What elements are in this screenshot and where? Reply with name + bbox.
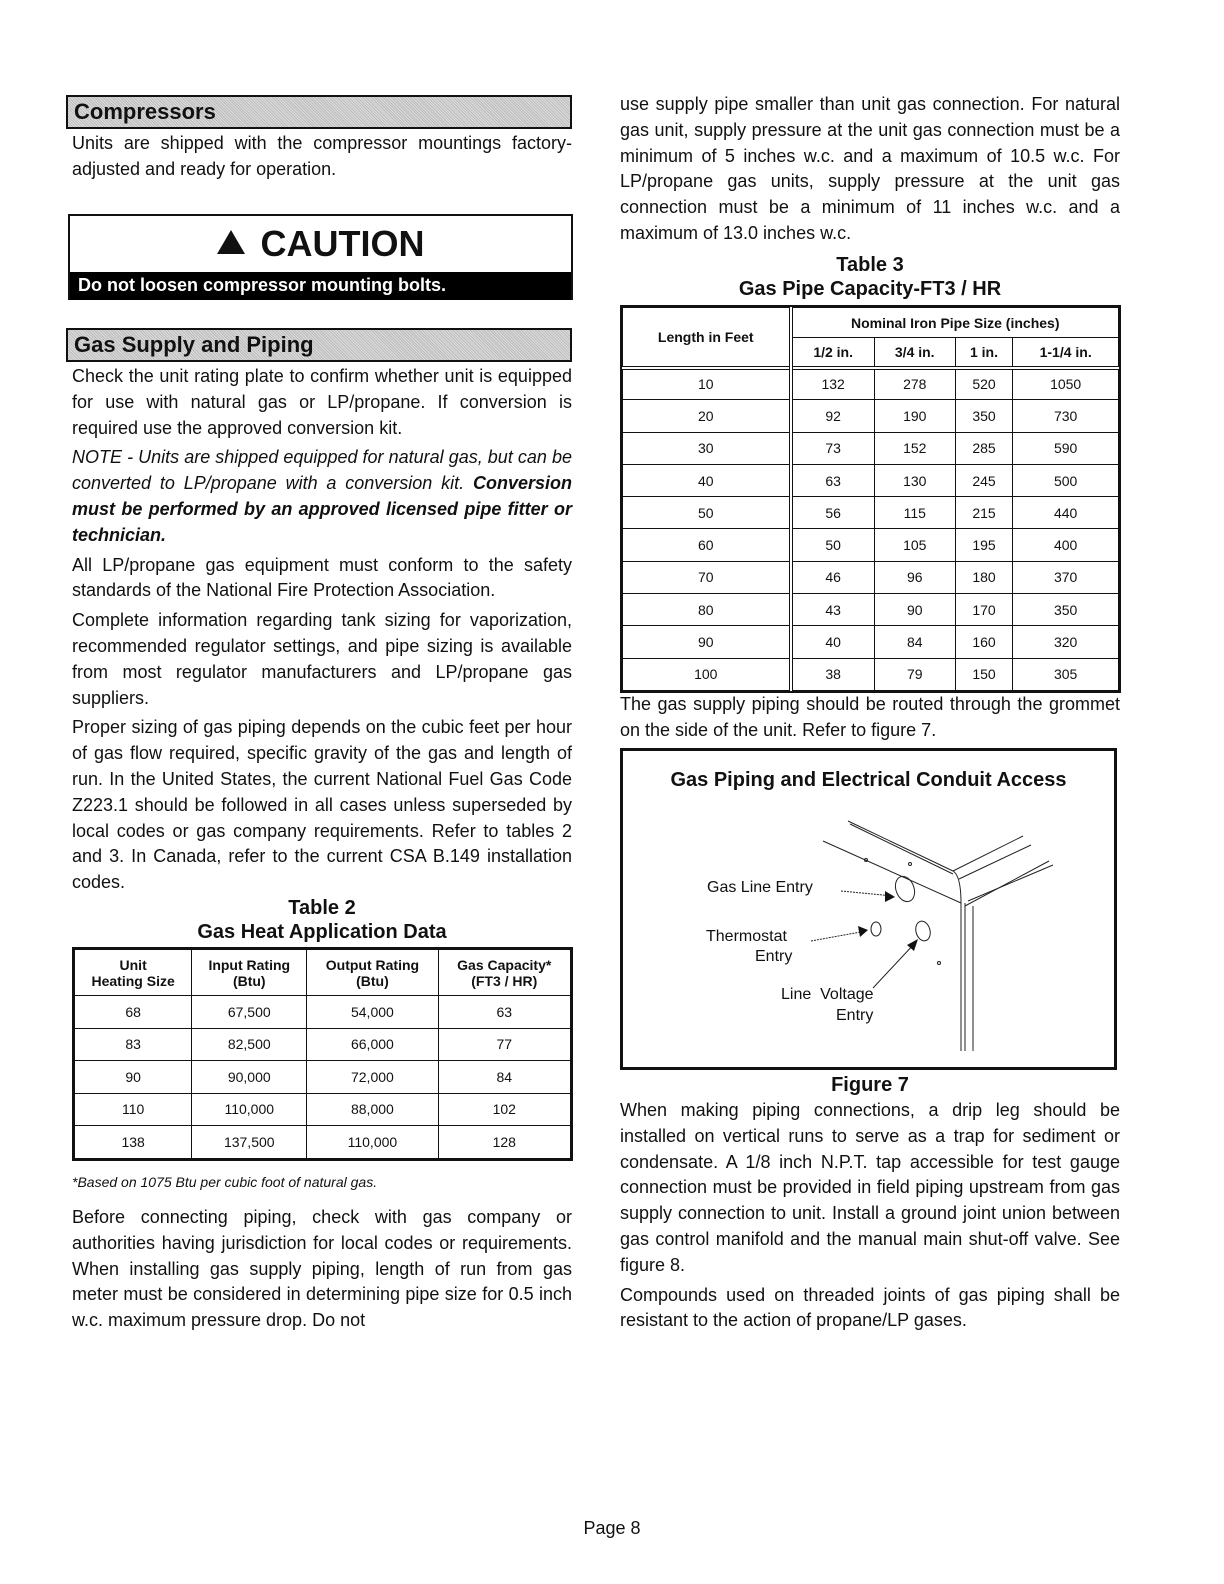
- paragraph: Compounds used on threaded joints of gas piping shall be resistant to the action of propane/LP gases.: [620, 1284, 1120, 1331]
- table-cell: 92: [791, 400, 875, 432]
- table-cell: 68: [75, 996, 192, 1029]
- table-cell: 150: [955, 658, 1013, 690]
- table-cell: 110: [75, 1093, 192, 1126]
- table-cell: 30: [623, 432, 791, 464]
- table-cell: 90: [623, 626, 791, 658]
- gas-supply-body: [72, 364, 572, 900]
- table-cell: 128: [438, 1126, 570, 1159]
- table-row: [75, 996, 571, 1029]
- table-cell: 46: [791, 561, 875, 593]
- paragraph: Check the unit rating plate to confirm whether unit is equipped for use with natural gas or LP/propane. If conversion is required use the approved conversion kit.: [72, 366, 572, 438]
- table-cell: 63: [791, 464, 875, 496]
- table-cell: 84: [438, 1061, 570, 1094]
- table-cell: 285: [955, 432, 1013, 464]
- table-cell: 190: [874, 400, 955, 432]
- column-header: Unit Heating Size: [75, 950, 192, 996]
- table3: [620, 305, 1121, 693]
- table-row: [623, 561, 1119, 593]
- caution-title: CAUTION: [260, 223, 425, 264]
- paragraph: use supply pipe smaller than unit gas connection. For natural gas unit, supply pressure at the unit gas connection must be a minimum of 5 inches w.c. and a maximum of 10.5 w.c. For LP/propane gas units, supply pressure at the unit gas connection must be a minimum of 11 inches w.c. and a maximum of 13.0 inches w.c.: [620, 94, 1120, 243]
- note: NOTE - Units are shipped equipped for natural gas, but can be converted to LP/propane with a conversion kit. Conversion must be performed by an approved licensed pipe fitter or technician.: [72, 447, 572, 545]
- table-cell: 350: [955, 400, 1013, 432]
- label-line-voltage-entry: Entry: [836, 1007, 874, 1024]
- table-cell: 500: [1013, 464, 1119, 496]
- figure-7: [620, 748, 1117, 1070]
- table-cell: 67,500: [192, 996, 307, 1029]
- table-cell: 590: [1013, 432, 1119, 464]
- table-cell: 138: [75, 1126, 192, 1159]
- table-cell: 82,500: [192, 1028, 307, 1061]
- section-heading-compressors: Compressors: [66, 95, 572, 129]
- warning-icon: [217, 230, 245, 254]
- table-cell: 245: [955, 464, 1013, 496]
- label-line-voltage: Line Voltage: [781, 986, 874, 1003]
- table-cell: 102: [438, 1093, 570, 1126]
- table-cell: 132: [791, 368, 875, 400]
- table-row: [623, 368, 1119, 400]
- column-header: Input Rating (Btu): [192, 950, 307, 996]
- paragraph: All LP/propane gas equipment must conform to the safety standards of the National Fire Protection Association.: [72, 554, 572, 601]
- label-thermostat-entry: Entry: [755, 948, 793, 965]
- table-cell: 66,000: [307, 1028, 438, 1061]
- paragraph: Complete information regarding tank sizing for vaporization, recommended regulator settings, and pipe sizing is available from most regulator manufacturers and LP/propane gas suppliers.: [72, 610, 572, 708]
- table-cell: 1050: [1013, 368, 1119, 400]
- right-body: [620, 1098, 1120, 1338]
- table-cell: 40: [623, 464, 791, 496]
- table-row: [623, 529, 1119, 561]
- table-cell: 50: [623, 497, 791, 529]
- page-number: Page 8: [583, 1518, 641, 1538]
- table-cell: 88,000: [307, 1093, 438, 1126]
- table-cell: 56: [791, 497, 875, 529]
- table-cell: 84: [874, 626, 955, 658]
- table-cell: 90: [874, 594, 955, 626]
- table-cell: 63: [438, 996, 570, 1029]
- table2-footnote: *Based on 1075 Btu per cubic foot of natural gas.: [72, 1174, 378, 1190]
- column-header: Output Rating (Btu): [307, 950, 438, 996]
- table-cell: 152: [874, 432, 955, 464]
- table-cell: 160: [955, 626, 1013, 658]
- table-cell: 54,000: [307, 996, 438, 1029]
- table2: [72, 947, 573, 1161]
- table2-caption: Table 2 Gas Heat Application Data: [197, 897, 447, 943]
- table-row: [623, 626, 1119, 658]
- column-header: 1/2 in.: [791, 338, 875, 368]
- caution-box: [68, 214, 573, 300]
- column-group-header: Nominal Iron Pipe Size (inches): [791, 308, 1119, 338]
- table-row: [75, 1093, 571, 1126]
- paragraph: The gas supply piping should be routed through the grommet on the side of the unit. Refer to figure 7.: [620, 694, 1120, 740]
- table-cell: 130: [874, 464, 955, 496]
- table-cell: 40: [791, 626, 875, 658]
- label-gas-line-entry: Gas Line Entry: [707, 879, 813, 896]
- table-cell: 20: [623, 400, 791, 432]
- arrow-icons: [858, 891, 918, 951]
- table-cell: 80: [623, 594, 791, 626]
- table-cell: 170: [955, 594, 1013, 626]
- figure-caption: Figure 7: [831, 1074, 909, 1096]
- table-cell: 350: [1013, 594, 1119, 626]
- table-row: [623, 658, 1119, 690]
- table-cell: 73: [791, 432, 875, 464]
- table-cell: 180: [955, 561, 1013, 593]
- table-cell: 110,000: [307, 1126, 438, 1159]
- compressors-text: Units are shipped with the compressor mountings factory-adjusted and ready for operation.: [72, 133, 572, 179]
- paragraph: Proper sizing of gas piping depends on the cubic feet per hour of gas flow required, specific gravity of the gas and length of run. In the United States, the current National Fuel Gas Code Z223.1 should be followed in all cases unless superseded by local codes or gas company requirements. Refer to tables 2 and 3. In Canada, refer to the current CSA B.149 installation codes.: [72, 717, 572, 893]
- caution-message: Do not loosen compressor mounting bolts.: [70, 272, 571, 300]
- table-cell: 70: [623, 561, 791, 593]
- table-cell: 400: [1013, 529, 1119, 561]
- column-header: 1-1/4 in.: [1013, 338, 1119, 368]
- paragraph: When making piping connections, a drip leg should be installed on vertical runs to serve as a trap for sediment or condensate. A 1/8 inch N.P.T. tap accessible for test gauge connection must be provided in field piping upstream from gas supply connection to unit. Install a ground joint union between gas control manifold and the manual main shut-off valve. See figure 8.: [620, 1100, 1120, 1275]
- figure-title: Gas Piping and Electrical Conduit Access: [670, 769, 1067, 791]
- table-cell: 79: [874, 658, 955, 690]
- table-cell: 105: [874, 529, 955, 561]
- column-header: Gas Capacity* (FT3 / HR): [438, 950, 570, 996]
- table-cell: 320: [1013, 626, 1119, 658]
- table3-caption: Table 3 Gas Pipe Capacity-FT3 / HR: [738, 254, 1002, 300]
- table-cell: 90,000: [192, 1061, 307, 1094]
- table-row: [75, 1061, 571, 1094]
- table-cell: 77: [438, 1028, 570, 1061]
- table-cell: 137,500: [192, 1126, 307, 1159]
- table-cell: 730: [1013, 400, 1119, 432]
- paragraph: Before connecting piping, check with gas company or authorities having jurisdiction for local codes or requirements. When installing gas supply piping, length of run from gas meter must be considered in determining pipe size for 0.5 inch w.c. maximum pressure drop. Do not: [72, 1207, 572, 1331]
- column-header: 1 in.: [955, 338, 1013, 368]
- table-cell: 100: [623, 658, 791, 690]
- table-cell: 50: [791, 529, 875, 561]
- table-cell: 115: [874, 497, 955, 529]
- table-cell: 520: [955, 368, 1013, 400]
- column-header: Length in Feet: [623, 308, 791, 368]
- table-cell: 96: [874, 561, 955, 593]
- table-cell: 215: [955, 497, 1013, 529]
- table-cell: 38: [791, 658, 875, 690]
- table-row: [623, 497, 1119, 529]
- table-cell: 10: [623, 368, 791, 400]
- table-row: [623, 464, 1119, 496]
- table-cell: 370: [1013, 561, 1119, 593]
- table-cell: 72,000: [307, 1061, 438, 1094]
- table-row: [75, 1028, 571, 1061]
- table-cell: 90: [75, 1061, 192, 1094]
- table-row: [75, 1126, 571, 1159]
- table-cell: 83: [75, 1028, 192, 1061]
- table-row: [623, 432, 1119, 464]
- table-cell: 278: [874, 368, 955, 400]
- label-thermostat: Thermostat: [706, 928, 787, 945]
- table-cell: 43: [791, 594, 875, 626]
- section-heading-gas-supply: Gas Supply and Piping: [66, 328, 572, 362]
- table-cell: 440: [1013, 497, 1119, 529]
- table-cell: 195: [955, 529, 1013, 561]
- column-header: 3/4 in.: [874, 338, 955, 368]
- table-cell: 305: [1013, 658, 1119, 690]
- table-row: [623, 594, 1119, 626]
- table-cell: 60: [623, 529, 791, 561]
- table-row: [623, 400, 1119, 432]
- table-cell: 110,000: [192, 1093, 307, 1126]
